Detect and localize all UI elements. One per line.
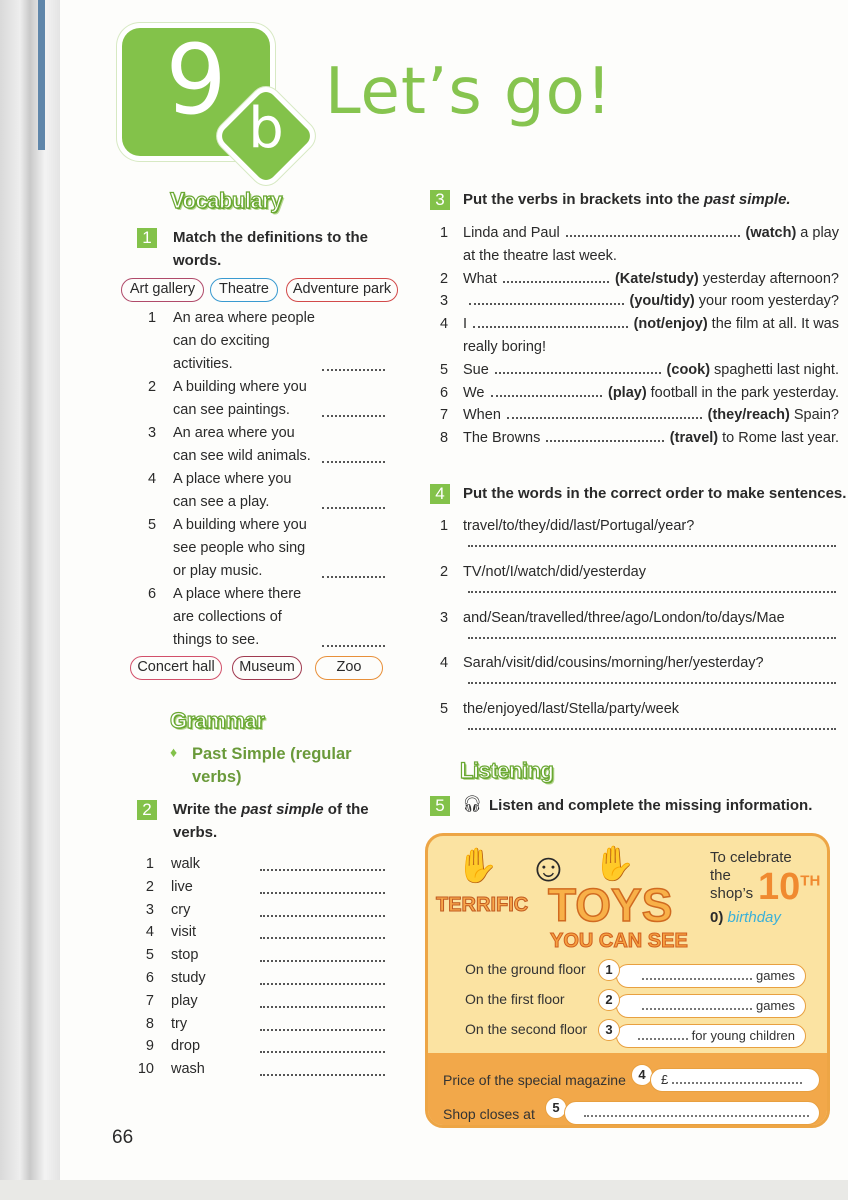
word-pill: Art gallery: [121, 278, 204, 302]
item-number: 3: [148, 425, 157, 441]
example-answer-text: birthday: [727, 909, 781, 926]
definition-line: can see a play.: [173, 494, 270, 510]
instruction-text: Put the verbs in brackets into the: [463, 191, 704, 208]
item-number: 5: [440, 701, 449, 718]
exercise-instruction: Put the words in the correct order to make sentences.: [463, 485, 847, 502]
price-label: Price of the special magazine: [443, 1072, 626, 1088]
item-number: 1: [440, 225, 449, 241]
answer-number: 5: [545, 1097, 567, 1119]
sentence-text: to Rome last year.: [722, 430, 839, 447]
answer-blank[interactable]: [260, 950, 385, 962]
answer-blank[interactable]: [260, 859, 385, 871]
item-number: 2: [145, 878, 154, 895]
answer-field[interactable]: [616, 964, 806, 988]
item-number: 5: [148, 517, 157, 533]
answer-blank[interactable]: [322, 566, 385, 578]
answer-blank[interactable]: [260, 927, 385, 939]
listening-heading: Listening: [460, 758, 554, 783]
closing-time-answer-field[interactable]: [564, 1101, 820, 1125]
item-number: 10: [137, 1061, 154, 1078]
definition-line: A building where you: [173, 379, 307, 395]
hand-icon: ✋: [456, 847, 499, 885]
verb: stop: [171, 947, 199, 964]
item-number: 5: [440, 361, 449, 378]
item-number: 6: [145, 970, 154, 986]
example-answer: [710, 909, 781, 926]
page-number: 66: [112, 1127, 134, 1148]
sentence: [463, 313, 839, 336]
closing-label: Shop closes at: [443, 1106, 535, 1122]
smiley-face-icon: ☺: [528, 846, 569, 890]
toy-shop-poster: [425, 833, 830, 1128]
exercise-number: 2: [137, 800, 157, 820]
verb: walk: [171, 856, 201, 872]
sentence: [463, 382, 839, 405]
verb: wash: [171, 1061, 205, 1078]
answer-blank[interactable]: [260, 882, 385, 894]
answer-blank[interactable]: [468, 581, 836, 593]
verb: try: [171, 1015, 188, 1032]
page-edge: [0, 1180, 848, 1200]
logo-subtitle: YOU CAN SEE: [550, 930, 688, 952]
instruction-text: Write the: [173, 801, 242, 818]
item-number: 7: [440, 407, 449, 424]
definition-line: are collections of: [173, 609, 282, 625]
definition-line: or play music.: [173, 563, 263, 579]
item-number: 1: [148, 310, 157, 326]
answer-field[interactable]: [616, 1024, 806, 1048]
instruction-emphasis: past simple: [241, 801, 324, 818]
grammar-topic-line: Past Simple (regular: [192, 745, 352, 763]
instruction-text: of the: [323, 801, 369, 818]
sentence: [463, 222, 839, 245]
item-number: 4: [148, 471, 157, 487]
definition-line: A place where you: [173, 471, 292, 487]
item-number: 6: [148, 586, 157, 602]
definition-line: can do exciting: [173, 333, 270, 349]
answer-blank[interactable]: [260, 996, 385, 1008]
definition-line: activities.: [173, 356, 233, 372]
sentence: [463, 404, 839, 427]
item-number: 2: [148, 379, 157, 395]
answer-blank[interactable]: [642, 1002, 752, 1010]
example-number: 0): [710, 909, 724, 926]
answer-blank[interactable]: [468, 718, 836, 730]
scrambled-words: and/Sean/travelled/three/ago/London/to/days/Mae: [463, 609, 785, 626]
sentence: [463, 290, 839, 313]
item-number: 3: [440, 293, 449, 310]
exercise-instruction: [173, 798, 369, 821]
exercise-number: 4: [430, 484, 450, 504]
sentence-text: yesterday afternoon?: [702, 270, 839, 287]
answer-blank[interactable]: [260, 973, 385, 985]
sentence-text: a play: [800, 225, 839, 241]
tenth-suffix: TH: [800, 872, 821, 890]
floor-label: On the second floor: [465, 1021, 588, 1037]
exercise-instruction: verbs.: [173, 824, 218, 841]
unit-letter: b: [248, 96, 284, 161]
item-number: 7: [145, 992, 154, 1009]
item-number: 8: [145, 1015, 154, 1032]
definition-line: A building where you: [173, 517, 307, 533]
answer-blank[interactable]: [468, 535, 836, 547]
answer-blank[interactable]: [260, 905, 385, 917]
verb-prompt: (play): [607, 384, 647, 401]
definition-line: can see wild animals.: [173, 448, 311, 464]
verb: study: [171, 970, 206, 986]
item-number: 3: [145, 901, 154, 918]
definition-line: A place where there: [173, 586, 302, 602]
word-pill: Zoo: [315, 656, 383, 680]
book-binding: [0, 0, 60, 1200]
item-number: 4: [145, 924, 154, 941]
grammar-heading: Grammar: [170, 708, 265, 733]
word-pill: Adventure park: [286, 278, 398, 302]
definition-line: An area where you: [173, 425, 295, 441]
verb-prompt: (they/reach): [707, 407, 790, 424]
answer-number: 1: [598, 959, 620, 981]
answer-blank[interactable]: [322, 635, 385, 647]
answer-blank[interactable]: [546, 432, 663, 442]
tenth-number: [758, 866, 820, 909]
sentence-text: When: [463, 407, 501, 424]
verb: visit: [171, 924, 196, 941]
price-answer-field[interactable]: [650, 1068, 820, 1092]
word-pill: Concert hall: [130, 656, 222, 680]
word-pill: Theatre: [210, 278, 278, 302]
item-number: 8: [440, 430, 449, 447]
item-number: 4: [440, 655, 449, 672]
answer-blank[interactable]: [638, 1032, 688, 1040]
scrambled-words: TV/not/I/watch/did/yesterday: [463, 563, 646, 580]
answer-field[interactable]: [616, 994, 806, 1018]
sentence-text: Linda and Paul: [463, 225, 560, 241]
answer-blank[interactable]: [322, 405, 385, 417]
item-number: 4: [440, 316, 449, 333]
answer-suffix: games: [755, 998, 795, 1013]
vocabulary-heading: Vocabulary: [170, 188, 282, 213]
answer-suffix: games: [755, 968, 795, 983]
item-number: 6: [440, 384, 449, 401]
headphones-icon: 🎧︎: [462, 796, 483, 813]
answer-blank[interactable]: [322, 497, 385, 509]
answer-blank[interactable]: [566, 227, 740, 237]
diamond-bullet-icon: ♦: [170, 744, 178, 760]
celebrate-line: shop’s: [710, 885, 754, 902]
verb: live: [171, 878, 193, 895]
exercise-number: 1: [137, 228, 157, 248]
sentence-text: spaghetti last night.: [714, 361, 839, 378]
grammar-topic: [192, 743, 352, 789]
scrambled-words: Sarah/visit/did/cousins/morning/her/yesterday?: [463, 655, 764, 672]
sentence-text: Sue: [463, 361, 489, 378]
answer-blank[interactable]: [260, 1019, 385, 1031]
tenth-value: 10: [758, 866, 801, 908]
answer-number: 4: [631, 1064, 653, 1086]
pound-sign: £: [661, 1072, 669, 1087]
grammar-topic-line: verbs): [192, 768, 242, 786]
sentence-text: the film at all. It was: [711, 316, 839, 333]
answer-blank[interactable]: [468, 672, 836, 684]
logo-toys: TOYS: [548, 879, 673, 931]
answer-blank[interactable]: [473, 318, 628, 328]
floor-label: On the ground floor: [465, 961, 586, 977]
answer-blank[interactable]: [491, 387, 602, 397]
answer-blank[interactable]: [260, 1041, 385, 1053]
sentence-text: What: [463, 270, 497, 287]
verb-prompt: (not/enjoy): [633, 316, 708, 333]
page-title: Let’s go!: [325, 55, 613, 129]
word-pill: Museum: [232, 656, 302, 680]
answer-blank[interactable]: [322, 451, 385, 463]
verb-prompt: (you/tidy): [629, 293, 695, 310]
sentence: [463, 268, 839, 291]
sentence-text: The Browns: [463, 430, 541, 447]
item-number: 2: [440, 563, 449, 580]
sentence: [463, 427, 839, 450]
verb: play: [171, 992, 198, 1009]
sentence-text: Spain?: [793, 407, 839, 424]
item-number: 3: [440, 609, 449, 626]
exercise-number: 3: [430, 190, 450, 210]
hand-icon: ✋: [593, 845, 636, 883]
item-number: 2: [440, 270, 449, 287]
scrambled-words: the/enjoyed/last/Stella/party/week: [463, 701, 680, 718]
binding-strip: [38, 0, 45, 150]
exercise-instruction: Listen and complete the missing information.: [489, 797, 813, 814]
definition-line: can see paintings.: [173, 402, 290, 418]
celebrate-line: To celebrate: [710, 849, 792, 866]
exercise-instruction: words.: [173, 252, 222, 269]
logo-terrific: TERRIFIC: [436, 894, 529, 916]
verb: cry: [171, 901, 191, 918]
answer-blank[interactable]: [260, 1064, 385, 1076]
verb-prompt: (travel): [669, 430, 719, 447]
verb-prompt: (Kate/study): [614, 270, 699, 287]
definition-line: see people who sing: [173, 540, 306, 556]
sentence-text: football in the park yesterday.: [650, 384, 839, 401]
definition-line: things to see.: [173, 632, 260, 648]
exercise-instruction: Match the definitions to the: [173, 229, 368, 246]
sentence: [463, 359, 839, 382]
answer-number: 2: [598, 989, 620, 1011]
item-number: 9: [145, 1038, 154, 1055]
answer-blank[interactable]: [642, 972, 752, 980]
verb: drop: [171, 1038, 201, 1055]
sentence-text: I: [463, 316, 468, 333]
answer-blank[interactable]: [468, 627, 836, 639]
verb-prompt: (cook): [666, 361, 711, 378]
unit-number: 9: [165, 24, 227, 136]
celebrate-line: the: [710, 867, 731, 884]
sentence-continuation: at the theatre last week.: [463, 247, 617, 264]
answer-blank[interactable]: [322, 359, 385, 371]
verb-prompt: (watch): [745, 225, 797, 241]
sentence-continuation: really boring!: [463, 339, 547, 355]
sentence-text: your room yesterday?: [698, 293, 839, 310]
answer-blank[interactable]: [495, 364, 661, 374]
answer-blank[interactable]: [503, 273, 609, 283]
floor-label: On the first floor: [465, 991, 565, 1007]
sentence-text: We: [463, 384, 485, 401]
answer-blank[interactable]: [507, 409, 702, 419]
answer-number: 3: [598, 1019, 620, 1041]
item-number: 1: [440, 518, 449, 534]
exercise-instruction: [463, 188, 791, 211]
definition-line: An area where people: [173, 310, 315, 326]
answer-suffix: for young children: [691, 1028, 795, 1043]
scrambled-words: travel/to/they/did/last/Portugal/year?: [463, 518, 695, 534]
item-number: 1: [145, 856, 154, 872]
answer-blank[interactable]: [469, 295, 624, 305]
item-number: 5: [145, 947, 154, 964]
instruction-emphasis: past simple.: [703, 191, 791, 208]
exercise-number: 5: [430, 796, 450, 816]
